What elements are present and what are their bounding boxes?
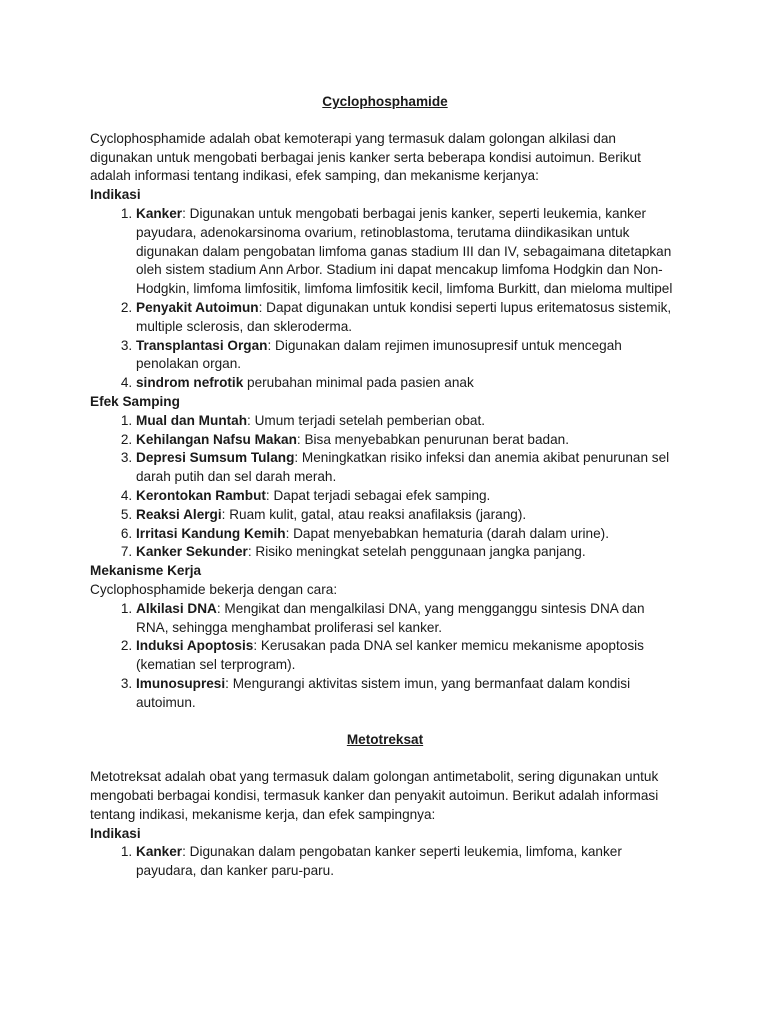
section-title-cyclophosphamide: Cyclophosphamide (322, 94, 448, 109)
item-term: Kanker (136, 205, 183, 221)
list-item (136, 543, 680, 562)
item-text: : Dapat digunakan untuk kondisi seperti lupus eritematosus sistemik, multiple sclerosis, dan skleroderma. (136, 299, 672, 334)
item-text: : Mengikat dan mengalkilasi DNA, yang mengganggu sintesis DNA dan RNA, sehingga menghambat proliferasi sel kanker. (136, 600, 645, 635)
section-title-metotreksat: Metotreksat (346, 731, 424, 747)
item-text: : Digunakan dalam pengobatan kanker seperti leukemia, limfoma, kanker payudara, dan kanker paru-paru. (136, 844, 622, 879)
item-text: : Bisa menyebabkan penurunan berat badan. (296, 431, 569, 447)
list-item (136, 525, 680, 544)
item-term: Imunosupresi (136, 675, 226, 691)
efek-samping-list (90, 412, 680, 562)
list-item (136, 487, 680, 506)
item-term: sindrom nefrotik (136, 375, 244, 391)
list-item (136, 449, 680, 487)
list-item (136, 205, 680, 299)
item-term: Alkilasi DNA (136, 600, 217, 616)
list-item (136, 600, 680, 638)
item-term: Induksi Apoptosis (136, 638, 254, 654)
item-term: Kerontokan Rambut (136, 487, 266, 503)
list-item (136, 843, 680, 881)
item-term: Kehilangan Nafsu Makan (136, 431, 297, 447)
list-item (136, 675, 680, 713)
list-item (136, 431, 680, 450)
indikasi-list (90, 843, 680, 881)
item-text: : Umum terjadi setelah pemberian obat. (247, 412, 486, 428)
list-item (136, 299, 680, 337)
item-text: : Kerusakan pada DNA sel kanker memicu mekanisme apoptosis (kematian sel terprogram). (136, 638, 644, 673)
item-text: : Mengurangi aktivitas sistem imun, yang bermanfaat dalam kondisi autoimun. (136, 675, 631, 710)
item-term: Depresi Sumsum Tulang (136, 450, 295, 466)
list-item (136, 412, 680, 431)
item-text: : Ruam kulit, gatal, atau reaksi anafilaksis (jarang). (221, 506, 527, 522)
intro-paragraph: Cyclophosphamide adalah obat kemoterapi yang termasuk dalam golongan alkilasi dan digunakan untuk mengobati berbagai jenis kanker serta beberapa kondisi autoimun. Berikut adalah informasi tentang indikasi, efek samping, dan mekanisme kerjanya: (90, 130, 641, 184)
heading-indikasi: Indikasi (90, 825, 141, 841)
heading-indikasi: Indikasi (90, 187, 141, 203)
list-item (136, 374, 680, 393)
item-term: Transplantasi Organ (136, 337, 268, 353)
item-text: : Meningkatkan risiko infeksi dan anemia akibat penurunan sel darah putih dan sel darah merah. (136, 450, 670, 485)
heading-efek-samping: Efek Samping (90, 393, 180, 409)
item-text: perubahan minimal pada pasien anak (243, 375, 474, 391)
item-term: Kanker Sekunder (136, 544, 248, 560)
item-text: : Digunakan untuk mengobati berbagai jenis kanker, seperti leukemia, kanker payudara, adenokarsinoma ovarium, retinoblastoma, terutama diindikasikan untuk digunakan dalam pengobatan limfoma ganas stadium III dan IV, sebagaimana ditetapkan oleh sistem stadium Ann Arbor. Stadium ini dapat mencakup limfoma Hodgkin dan Non-Hodgkin, limfoma limfositik, limfoma limfositik kecil, limfoma Burkitt, dan mieloma multipel (136, 205, 673, 297)
item-text: : Dapat terjadi sebagai efek samping. (265, 487, 491, 503)
heading-mekanisme-kerja: Mekanisme Kerja (90, 563, 202, 579)
item-term: Kanker (136, 844, 183, 860)
list-item (136, 337, 680, 375)
item-term: Mual dan Muntah (136, 412, 248, 428)
list-item (136, 506, 680, 525)
item-text: : Digunakan dalam rejimen imunosupresif untuk mencegah penolakan organ. (136, 337, 622, 372)
item-term: Penyakit Autoimun (136, 299, 259, 315)
mekanisme-intro: Cyclophosphamide bekerja dengan cara: (90, 581, 338, 597)
item-text: : Risiko meningkat setelah penggunaan jangka panjang. (247, 544, 586, 560)
item-text: : Dapat menyebabkan hematuria (darah dalam urine). (285, 525, 609, 541)
item-term: Reaksi Alergi (136, 506, 222, 522)
list-item (136, 637, 680, 675)
indikasi-list (90, 205, 680, 393)
intro-paragraph: Metotreksat adalah obat yang termasuk dalam golongan antimetabolit, sering digunakan untuk mengobati berbagai kondisi, termasuk kanker dan penyakit autoimun. Berikut adalah informasi tentang indikasi, mekanisme kerja, dan efek sampingnya: (90, 769, 659, 822)
mekanisme-list (90, 600, 680, 713)
item-term: Irritasi Kandung Kemih (136, 525, 286, 541)
